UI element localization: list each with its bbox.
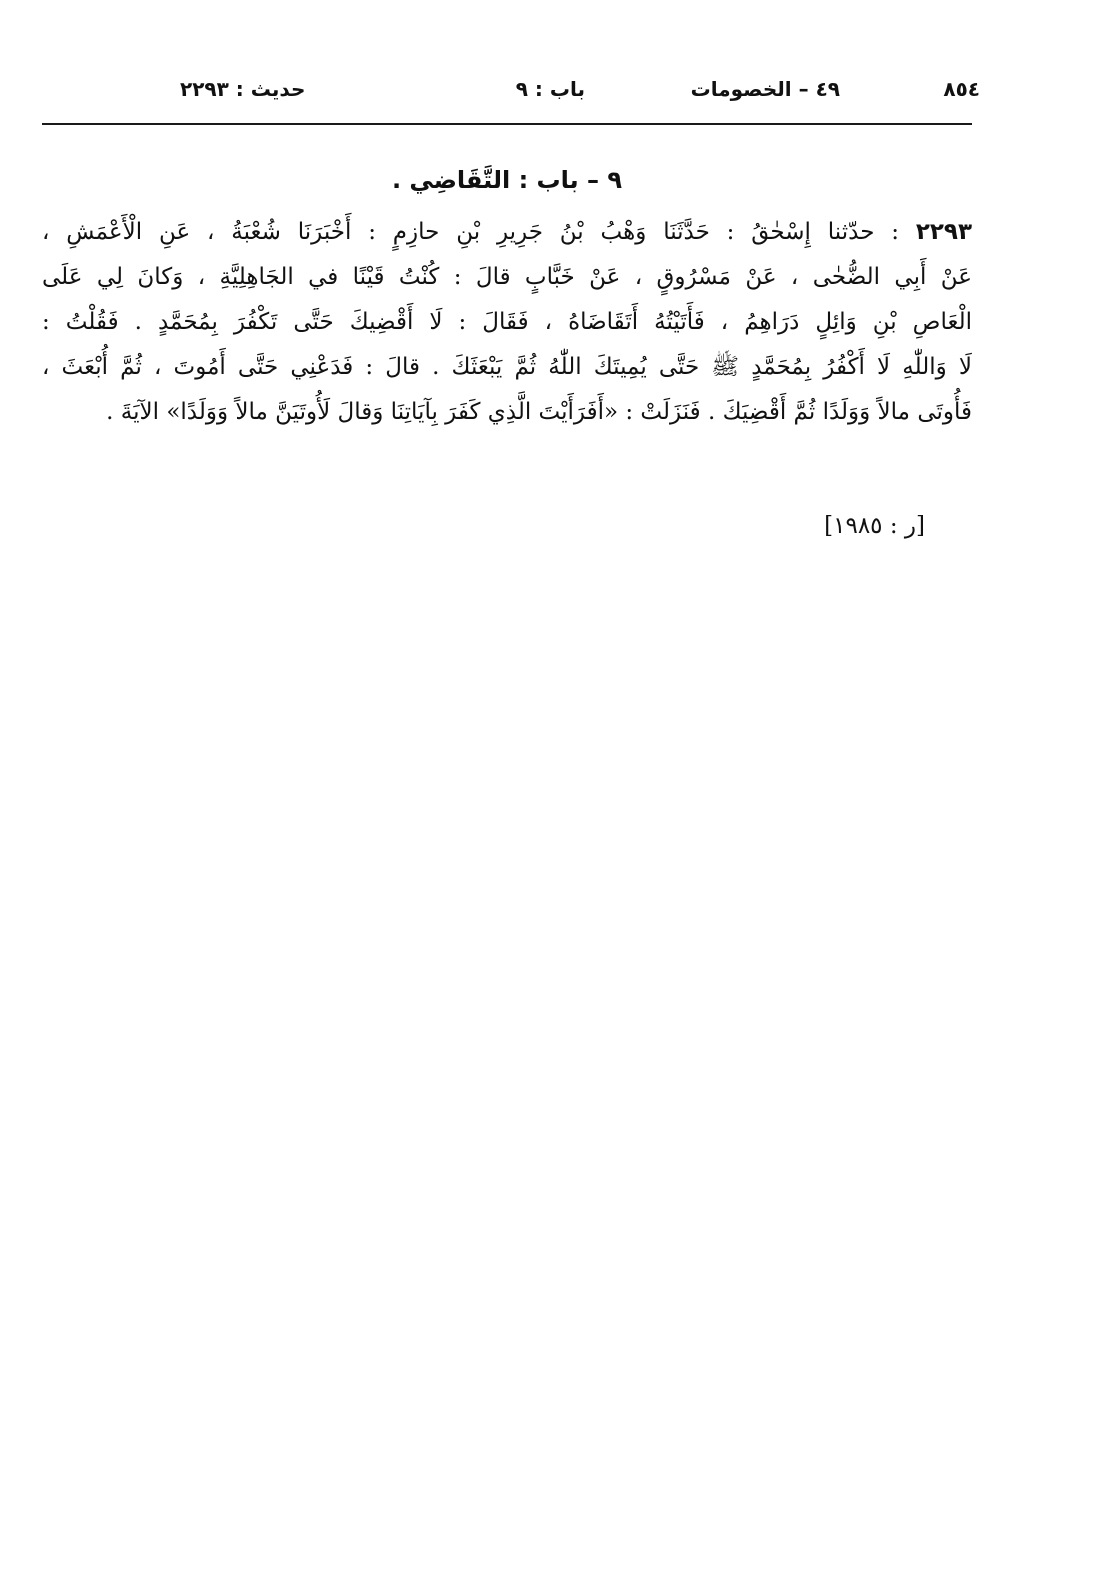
hadith-number-header: حديث : ٢٢٩٣ [180, 77, 306, 101]
hadith-line: فَأُوتَى مالاً وَوَلَدًا ثُمَّ أَقْضِيَكَ . فَنَزَلَتْ : «أَفَرَأَيْتَ الَّذِي كَفَرَ بِآيَاتِنَا وَقالَ لَأُوتَيَنَّ مالاً وَوَلَدًا» الآيَةَ . [106, 399, 972, 425]
page-number: ٨٥٤ [943, 77, 980, 101]
hadith-line: لَا وَاللّٰهِ لَا أَكْفُرُ بِمُحَمَّدٍ ﷺ حَتَّى يُمِيتَكَ اللّٰهُ ثُمَّ يَبْعَثَكَ . قالَ : فَدَعْنِي حَتَّى أَمُوتَ ، ثُمَّ أُبْعَثَ ، [42, 354, 972, 380]
hadith-line: عَنْ أَبِي الضُّحٰى ، عَنْ مَسْرُوقٍ ، عَنْ خَبَّابٍ قالَ : كُنْتُ قَيْنًا في الجَاهِلِيَّةِ ، وَكانَ لِي عَلَى [42, 264, 972, 290]
hadith-text [42, 210, 972, 435]
hadith-line [42, 210, 972, 255]
chapter-name: ٤٩ – الخصومات [690, 77, 840, 101]
hadith-line: الْعَاصِ بْنِ وَائِلٍ دَرَاهِمُ ، فَأَتَيْتُهُ أَتَقَاضَاهُ ، فَقَالَ : لَا أَقْضِيكَ حَتَّى تَكْفُرَ بِمُحَمَّدٍ . فَقُلْتُ : [42, 309, 972, 335]
chapter-title: ٩ – باب : التَّقَاضِي . [391, 166, 623, 194]
running-header [170, 74, 980, 108]
hadith-number: ٢٢٩٣ [915, 219, 972, 245]
header-divider [42, 123, 972, 125]
cross-reference: [ر : ١٩٨٥] [824, 513, 925, 539]
hadith-line-text: : حدّثنا إِسْحٰقُ : حَدَّثَنَا وَهْبُ بْنُ جَرِيرِ بْنِ حازِمٍ : أَخْبَرَنَا شُعْبَةُ ، عَنِ الْأَعْمَشِ ، [42, 219, 916, 245]
bab-number: باب : ٩ [515, 77, 585, 101]
